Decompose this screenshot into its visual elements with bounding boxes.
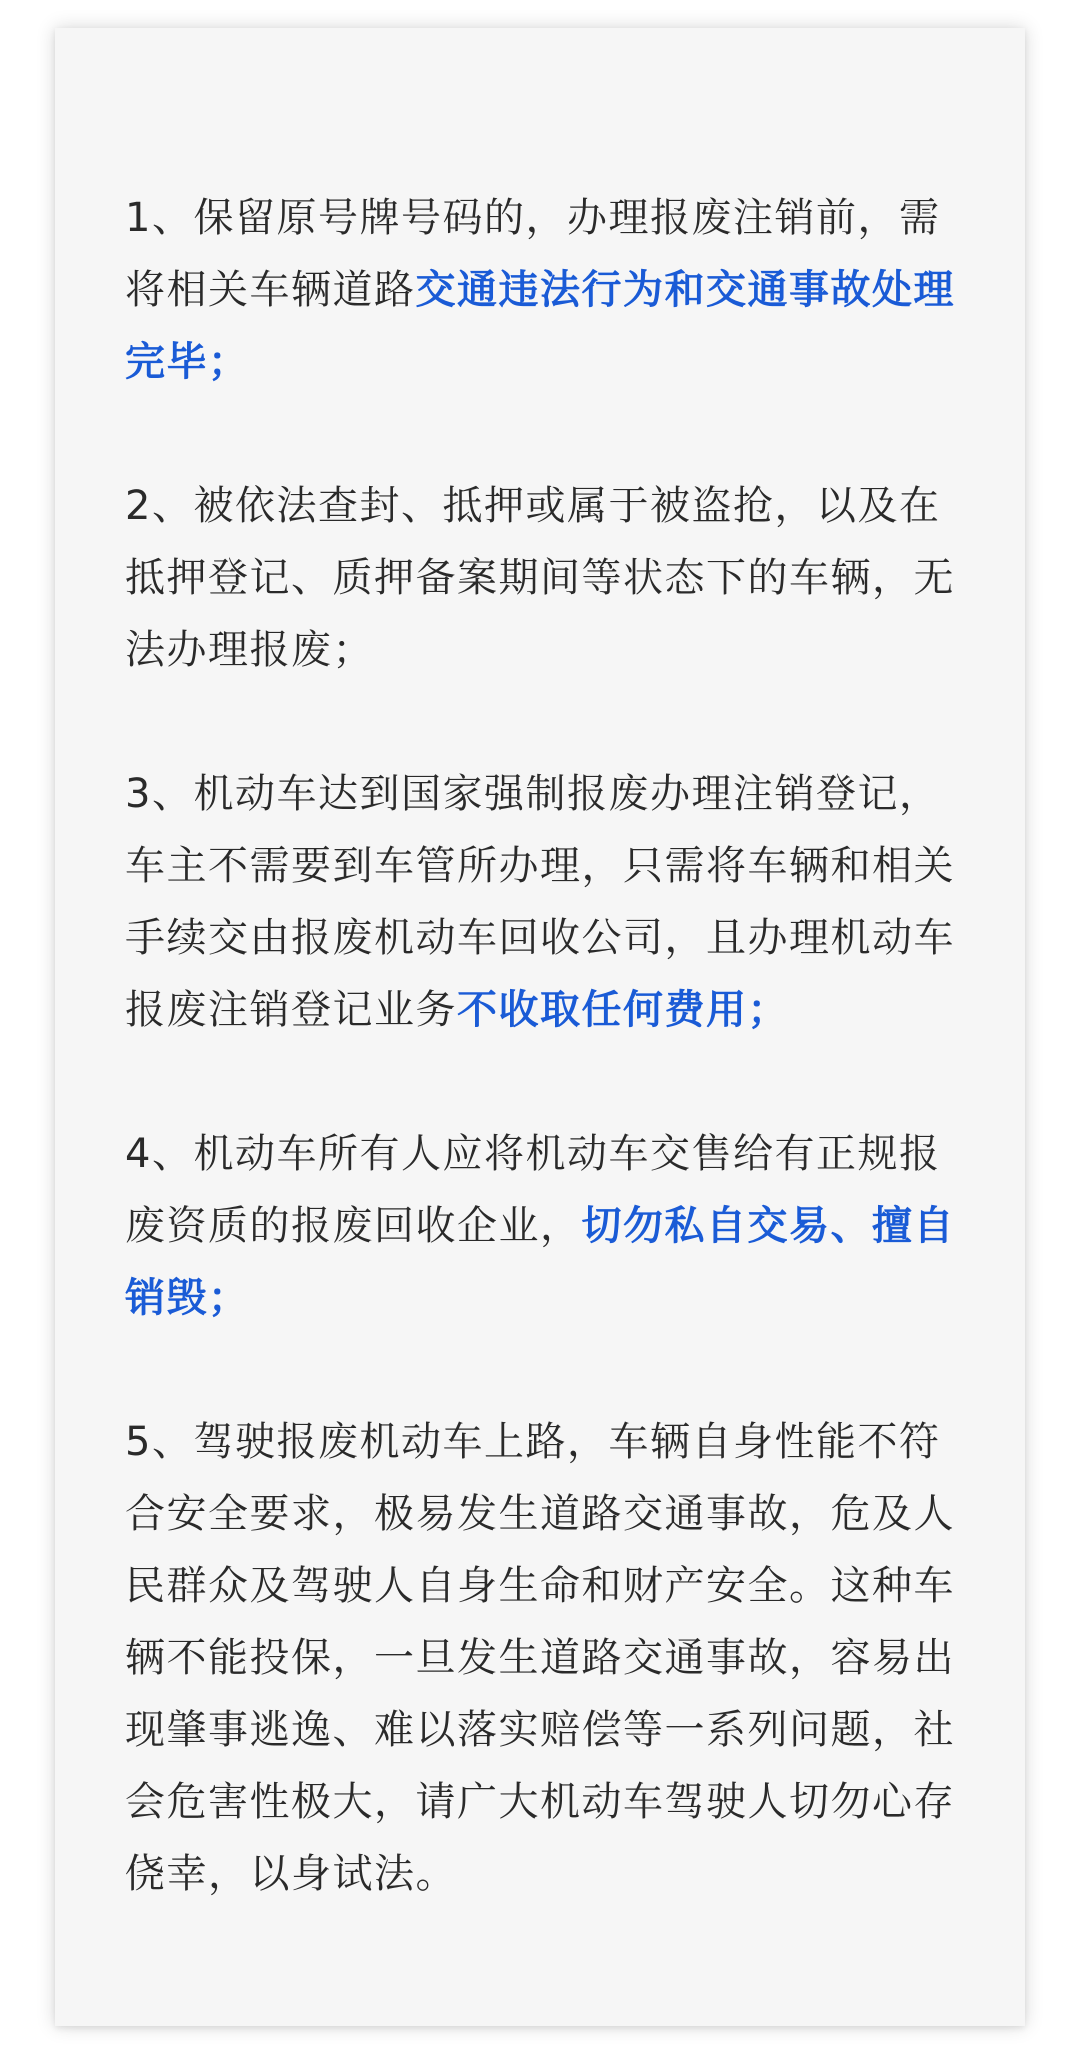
notice-item-1	[125, 182, 955, 398]
notice-item-text: 4、机动车所有人应将机动车交售给有正规报废资质的报废回收企业，	[125, 1131, 941, 1249]
notice-item-highlight: 切勿私自交易、擅自销毁；	[125, 1203, 955, 1321]
notice-item-text: 2、被依法查封、抵押或属于被盗抢，以及在抵押登记、质押备案期间等状态下的车辆，无法办理报废；	[125, 483, 955, 673]
notice-item-3	[125, 758, 955, 1046]
notice-item-text: 5、驾驶报废机动车上路，车辆自身性能不符合安全要求，极易发生道路交通事故，危及人民群众及驾驶人自身生命和财产安全。这种车辆不能投保，一旦发生道路交通事故，容易出现肇事逃逸、难以落实赔偿等一系列问题，社会危害性极大，请广大机动车驾驶人切勿心存侥幸，以身试法。	[125, 1419, 955, 1897]
notice-item-2	[125, 470, 955, 686]
notice-item-4	[125, 1118, 955, 1334]
notice-item-highlight: 交通违法行为和交通事故处理完毕；	[125, 267, 955, 385]
notice-item-text: 1、保留原号牌号码的，办理报废注销前，需将相关车辆道路	[125, 195, 941, 313]
notice-card	[55, 28, 1025, 2026]
notice-item-text: 3、机动车达到国家强制报废办理注销登记，车主不需要到车管所办理，只需将车辆和相关手续交由报废机动车回收公司，且办理机动车报废注销登记业务	[125, 771, 955, 1033]
notice-item-highlight: 不收取任何费用；	[457, 987, 789, 1033]
notice-item-5	[125, 1406, 955, 1910]
